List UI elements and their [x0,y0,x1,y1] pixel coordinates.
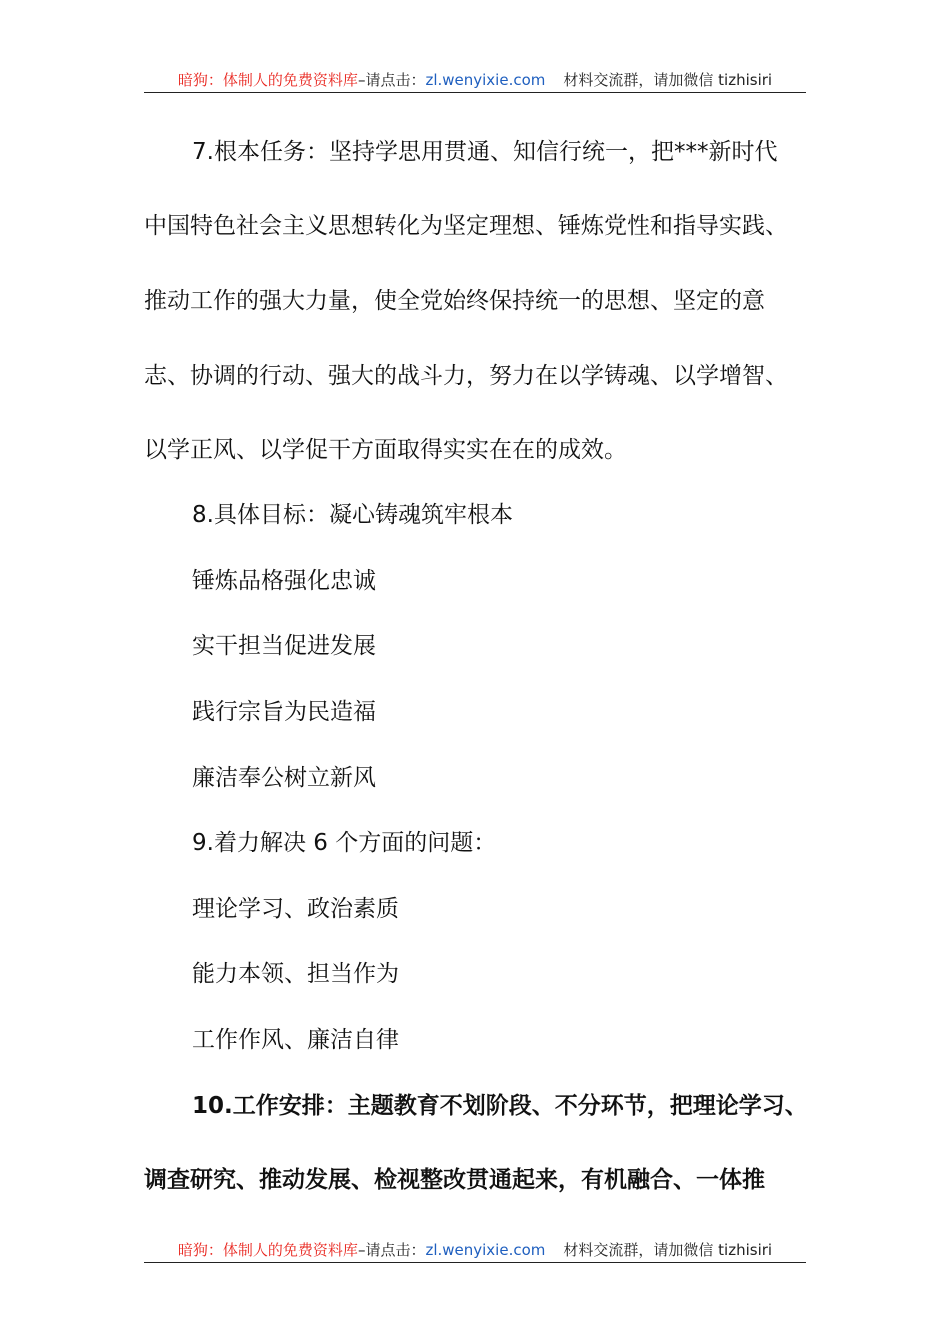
section-7-line-1: 7.根本任务：坚持学思用贯通、知信行统一，把***新时代 [192,139,778,165]
section-9-heading: 9.着力解决 6 个方面的问题： [192,830,497,856]
section-8-heading: 8.具体目标：凝心铸魂筑牢根本 [192,502,513,528]
section-7-line-5: 以学正风、以学促干方面取得实实在在的成效。 [144,437,627,463]
section-8-item: 践行宗旨为民造福 [192,699,376,725]
page-footer [144,1240,806,1263]
section-8-item: 廉洁奉公树立新风 [192,765,376,791]
header-prompt: –请点击： [357,71,426,89]
section-7-line-4: 志、协调的行动、强大的战斗力，努力在以学铸魂、以学增智、 [144,363,788,389]
footer-brand: 暗狗：体制人的免费资料库 [177,1241,358,1259]
header-brand: 暗狗：体制人的免费资料库 [177,71,358,89]
section-9-item: 理论学习、政治素质 [192,896,399,922]
footer-group-note: 材料交流群，请加微信 tizhisiri [563,1241,773,1259]
section-10-line-2: 调查研究、推动发展、检视整改贯通起来，有机融合、一体推 [144,1167,765,1193]
section-9-item: 工作作风、廉洁自律 [192,1027,399,1053]
header-group-note: 材料交流群，请加微信 tizhisiri [563,71,773,89]
section-7-line-3: 推动工作的强大力量，使全党始终保持统一的思想、坚定的意 [144,288,765,314]
footer-prompt: –请点击： [357,1241,426,1259]
section-7-line-2: 中国特色社会主义思想转化为坚定理想、锤炼党性和指导实践、 [144,213,788,239]
section-9-item: 能力本领、担当作为 [192,961,399,987]
section-10-line-1: 10.工作安排：主题教育不划阶段、不分环节，把理论学习、 [192,1093,808,1119]
page-header [144,70,806,93]
footer-link[interactable]: zl.wenyixie.com [425,1241,546,1259]
section-8-item: 锤炼品格强化忠诚 [192,568,376,594]
section-8-item: 实干担当促进发展 [192,633,376,659]
header-link[interactable]: zl.wenyixie.com [425,71,546,89]
